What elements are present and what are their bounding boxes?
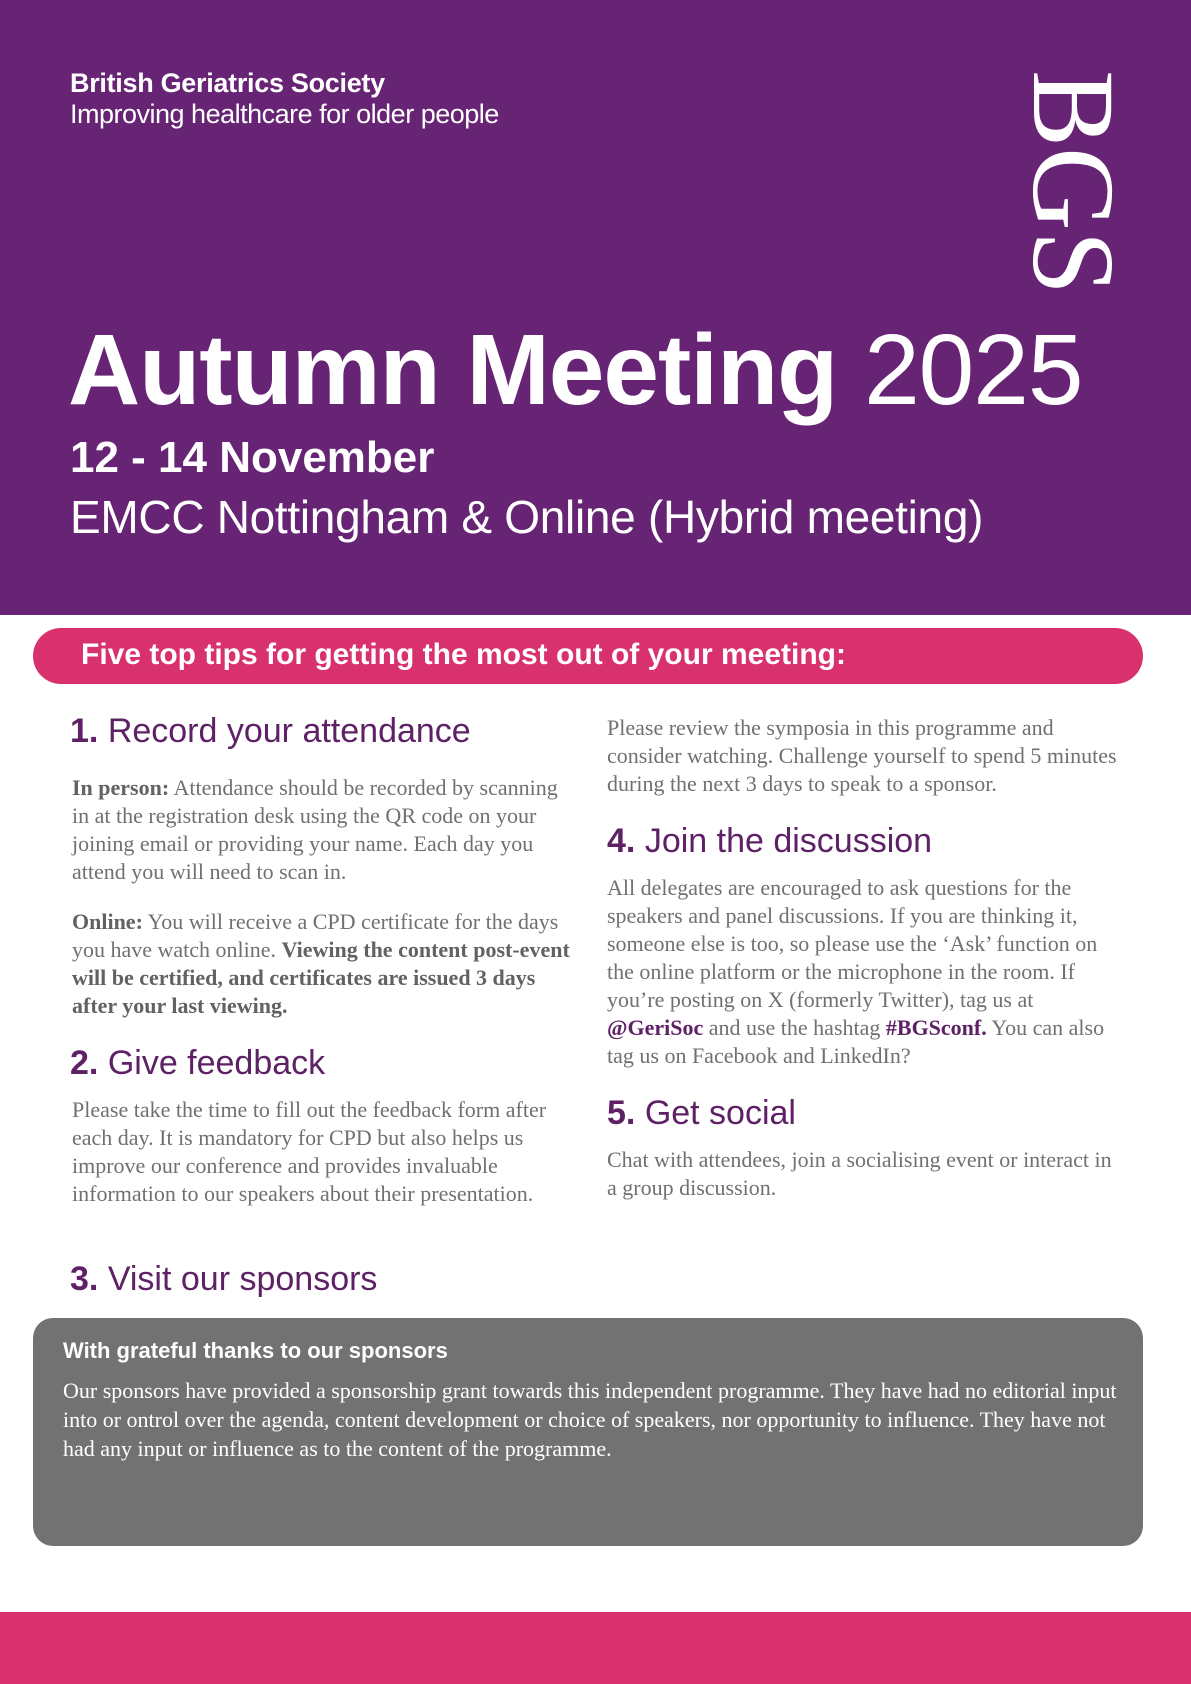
- tip-2-heading: [70, 1044, 325, 1083]
- tip-3-title: Visit our sponsors: [107, 1260, 378, 1298]
- header-banner: [0, 0, 1191, 615]
- meeting-venue: EMCC Nottingham & Online (Hybrid meeting): [70, 491, 984, 543]
- tip-2-title: Give feedback: [107, 1044, 326, 1082]
- tip-2-number: 2.: [70, 1044, 99, 1082]
- sponsor-text: Our sponsors have provided a sponsorship grant towards this independent programme. They have had no editorial input into or ontrol over the agenda, content development or choice of speakers, nor opportunity to influence. They have not had any input or influence as to the content of the programme.: [63, 1378, 1117, 1461]
- tip-1-in-person: [72, 774, 572, 886]
- tip-3-text: Please review the symposia in this programme and consider watching. Challenge yourself to spend 5 minutes during the next 3 days to speak to a sponsor.: [607, 715, 1117, 796]
- tip-5-heading: [607, 1094, 796, 1133]
- tip-5-number: 5.: [607, 1094, 636, 1132]
- online-label: Online:: [72, 909, 143, 934]
- tip-4-title: Join the discussion: [644, 822, 933, 860]
- tip-1-heading: [70, 712, 471, 751]
- tips-banner-text: Five top tips for getting the most out of your meeting:: [81, 638, 846, 671]
- tip-3-number: 3.: [70, 1260, 99, 1298]
- org-tagline: Improving healthcare for older people: [70, 99, 499, 129]
- tip-3-heading: [70, 1260, 377, 1299]
- tip-4-text-b: and use the hashtag: [703, 1015, 886, 1040]
- title-main: Autumn Meeting: [68, 314, 838, 426]
- footer-bar: [0, 1612, 1191, 1684]
- tip-1-title: Record your attendance: [107, 712, 471, 750]
- online-text: You will receive a CPD certificate for the days you have watch online.: [72, 909, 559, 962]
- tips-banner: [33, 628, 1143, 684]
- tip-4-heading: [607, 822, 932, 861]
- meeting-title: [68, 314, 1083, 426]
- org-name: British Geriatrics Society: [70, 68, 385, 98]
- twitter-handle: @GeriSoc: [607, 1015, 704, 1040]
- conference-hashtag: #BGSconf.: [885, 1015, 987, 1040]
- tip-4-text-c: You can also tag us on Facebook and LinkedIn?: [607, 1015, 1105, 1068]
- bgs-logo: [1008, 70, 1139, 300]
- tip-4-text-a: All delegates are encouraged to ask questions for the speakers and panel discussions. If you are thinking it, someone else is too, so please use the ‘Ask’ function on the online platform or the microphone in the room. If you’re posting on X (formerly Twitter), tag us at: [607, 875, 1098, 1012]
- meeting-dates: 12 - 14 November: [70, 433, 435, 482]
- title-year: 2025: [864, 314, 1083, 426]
- tip-1-number: 1.: [70, 712, 99, 750]
- tip-5-title: Get social: [644, 1094, 796, 1132]
- sponsor-title: With grateful thanks to our sponsors: [63, 1338, 448, 1363]
- bgs-logo-text: BGS: [1008, 70, 1139, 300]
- in-person-text: Attendance should be recorded by scanning in at the registration desk using the QR code on your joining email or providing your name. Each day you attend you will need to scan in.: [72, 775, 558, 884]
- tip-4-number: 4.: [607, 822, 636, 860]
- in-person-label: In person:: [72, 775, 170, 800]
- tip-1-online: [72, 908, 572, 1020]
- sponsor-panel: [33, 1318, 1143, 1546]
- online-bold-text: Viewing the content post-event will be certified, and certificates are issued 3 days after your last viewing.: [72, 937, 570, 1018]
- tip-2-text: Please take the time to fill out the feedback form after each day. It is mandatory for CPD but also helps us improve our conference and provides invaluable information to our speakers about their presentation.: [72, 1097, 547, 1206]
- tip-4-text: [607, 874, 1122, 1070]
- tip-5-text: Chat with attendees, join a socialising event or interact in a group discussion.: [607, 1147, 1112, 1200]
